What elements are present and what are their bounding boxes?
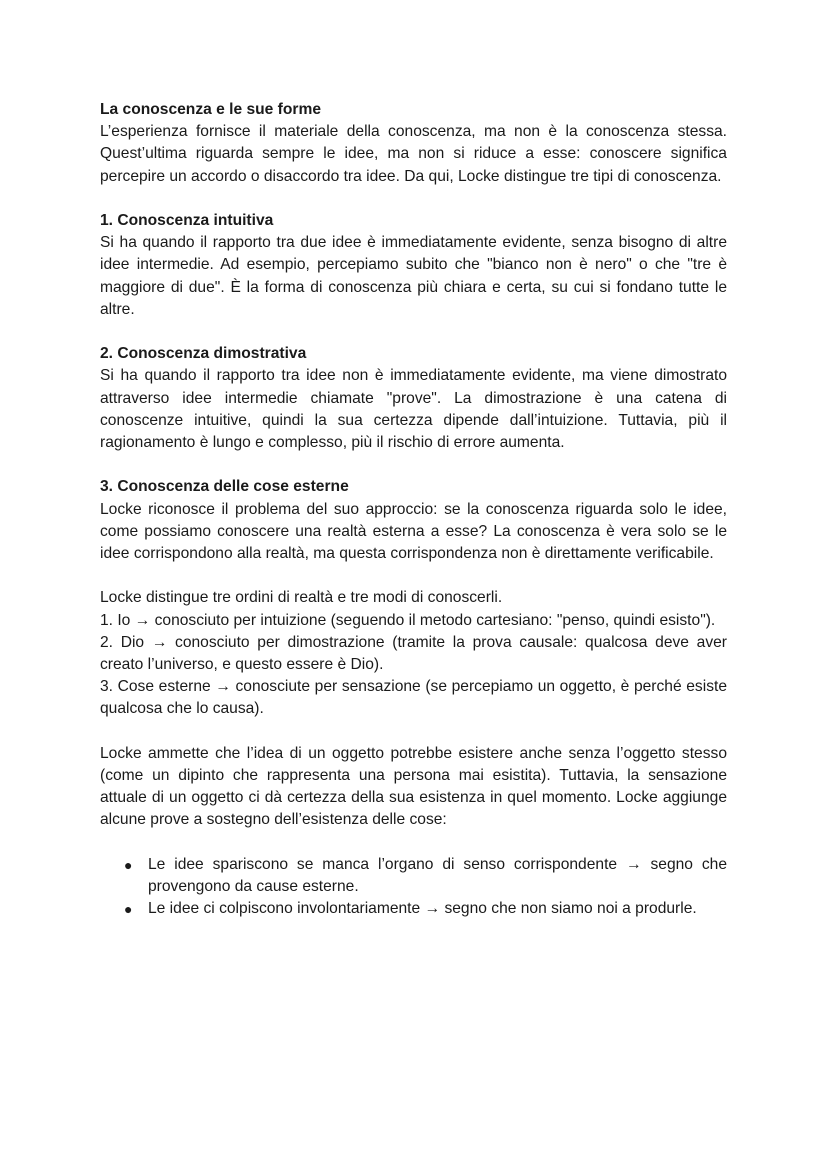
section-body-intuitiva: Si ha quando il rapporto tra due idee è immediatamente evidente, senza bisogno di altre idee intermedie. Ad esempio, percepiamo subito che "bianco non è nero" o che "tre è maggiore di due". È la forma di conoscenza più chiara e certa, su cui si fondano tutte le altre. <box>100 234 727 318</box>
bullet-icon: ● <box>124 901 133 918</box>
section-title-dimostrativa: 2. Conoscenza dimostrativa <box>100 345 307 363</box>
document-page <box>100 99 727 920</box>
section-body-cose-esterne: Locke riconosce il problema del suo approccio: se la conoscenza riguarda solo le idee, come possiamo conoscere una realtà esterna a esse? La conoscenza è vera solo se le idee corrispondono alla realtà, ma questa corrispondenza non è direttamente verificabile. <box>100 500 727 563</box>
orders-intro: Locke distingue tre ordini di realtà e tre modi di conoscerli. <box>100 589 503 607</box>
paragraph-gap <box>100 565 727 587</box>
paragraph-gap <box>100 188 727 210</box>
paragraph-gap <box>100 832 727 854</box>
list-item <box>124 854 727 898</box>
section-body-conoscenza: L’esperienza fornisce il materiale della conoscenza, ma non è la conoscenza stessa. Quest’ultima riguarda sempre le idee, ma non si riduce a esse: conoscere significa percepire un accordo o disaccordo tra idee. Da qui, Locke distingue tre tipi di conoscenza. <box>100 123 727 185</box>
section-title-conoscenza: La conoscenza e le sue forme <box>100 101 321 118</box>
list-item-text: Le idee spariscono se manca l’organo di senso corrispondente → segno che provengono da cause esterne. <box>148 855 727 896</box>
order-item-dio: 2. Dio → conosciuto per dimostrazione (tramite la prova causale: qualcosa deve aver creato l’universo, e questo essere è Dio). <box>100 633 727 674</box>
list-item <box>124 898 727 920</box>
bullet-icon: ● <box>124 856 133 873</box>
section-title-intuitiva: 1. Conoscenza intuitiva <box>100 212 274 229</box>
paragraph-gap <box>100 721 727 743</box>
list-item-text: Le idee ci colpiscono involontariamente → segno che non siamo noi a produrle. <box>148 900 697 918</box>
section-body-dimostrativa: Si ha quando il rapporto tra idee non è immediatamente evidente, ma viene dimostrato attraverso idee intermedie chiamate "prove". La dimostrazione è una catena di conoscenze intuitive, quindi la sua certezza dipende dall’intuizione. Tuttavia, più il ragionamento è lungo e complesso, più il rischio di errore aumenta. <box>100 367 727 452</box>
order-item-io: 1. Io → conosciuto per intuizione (seguendo il metodo cartesiano: "penso, quindi esisto"). <box>100 611 716 629</box>
section-title-cose-esterne: 3. Conoscenza delle cose esterne <box>100 478 349 496</box>
paragraph-gap <box>100 321 727 343</box>
paragraph-gap <box>100 454 727 476</box>
order-item-cose-esterne: 3. Cose esterne → conosciute per sensazione (se percepiamo un oggetto, è perché esiste qualcosa che lo causa). <box>100 678 727 718</box>
proof-list <box>100 854 727 921</box>
closing-paragraph: Locke ammette che l’idea di un oggetto potrebbe esistere anche senza l’oggetto stesso (come un dipinto che rappresenta una persona mai esistita). Tuttavia, la sensazione attuale di un oggetto ci dà certezza della sua esistenza in quel momento. Locke aggiunge alcune prove a sostegno dell’esistenza delle cose: <box>100 744 727 829</box>
